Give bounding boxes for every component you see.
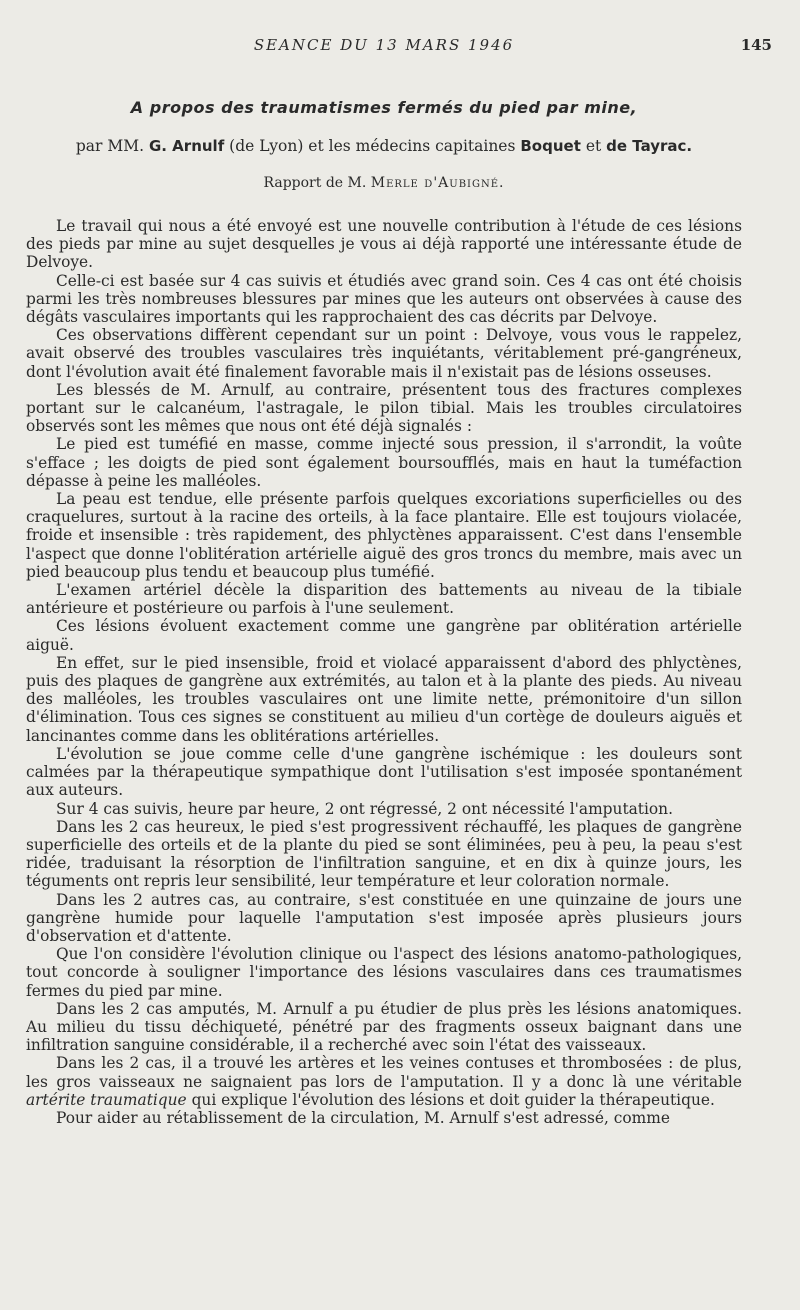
report-line	[26, 175, 742, 191]
paragraph: Les blessés de M. Arnulf, au contraire, présentent tous des fractures complexes portant sur le calcanéum, l'astragale, le pilon tibial. Mais les troubles circulatoires observés sont les mêmes que nous ont été déjà signalés :	[26, 380, 742, 436]
author-boquet: Boquet	[520, 137, 581, 155]
authors-origin: (de Lyon) et les médecins capitaines	[229, 137, 516, 155]
text-run: Dans les 2 cas, il a trouvé les artères et les veines contuses et thrombosées : de plus, les gros vaisseaux ne saignaient pas lors de l'amputation. Il y a donc là une véritable	[26, 1054, 742, 1091]
author-arnulf: G. Arnulf	[148, 137, 225, 155]
running-head: SEANCE DU 13 MARS 1946	[253, 36, 515, 54]
paragraph: Le travail qui nous a été envoyé est une nouvelle contribution à l'étude de ces lésions des pieds par mine au sujet desquelles je vous ai déjà rapporté une intéressante étude de Delvoye.	[26, 217, 742, 272]
paragraph: La peau est tendue, elle présente parfois quelques excoriations superficielles ou des craquelures, surtout à la racine des orteils, à la face plantaire. Elle est toujours violacée, froide et insensible : très rapidement, des phlyctènes apparaissent. C'est dans l'ensemble l'aspect que donne l'oblitération artérielle aiguë des gros troncs du membre, mais avec un pied beaucoup plus tendu et beaucoup plus tuméfié.	[26, 490, 742, 581]
page-number: 145	[740, 36, 772, 54]
reporter-name: Merle d'Aubigné.	[370, 175, 505, 191]
paragraph: L'examen artériel décèle la disparition des battements au niveau de la tibiale antérieure et postérieure ou parfois à l'une seulement.	[26, 581, 742, 618]
authors-prefix: par MM.	[75, 137, 145, 155]
authors-line	[26, 137, 742, 155]
article-title: A propos des traumatismes fermés du pied par mine,	[130, 98, 638, 117]
paragraph: Pour aider au rétablissement de la circulation, M. Arnulf s'est adressé, comme	[56, 1108, 670, 1127]
paragraph: Dans les 2 cas heureux, le pied s'est progressivent réchauffé, les plaques de gangrène superficielle des orteils et de la plante du pied se sont éliminées, peu à peu, la peau s'est ridée, traduisant la résorption de l'infiltration sanguine, et en dix à quinze jours, les téguments ont repris leur sensibilité, leur température et leur coloration normale.	[26, 817, 742, 891]
paragraph: Ces observations diffèrent cependant sur un point : Delvoye, vous vous le rappelez, avait observé des troubles vasculaires très inquiétants, véritablement pré-gangréneux, dont l'évolution avait été finalement favorable mais il n'existait pas de lésions osseuses.	[26, 326, 742, 381]
authors-and: et	[585, 137, 602, 155]
paragraph: Celle-ci est basée sur 4 cas suivis et étudiés avec grand soin. Ces 4 cas ont été choisis parmi les très nombreuses blessures par mines que les auteurs ont observées à cause des dégâts vasculaires importants qui les rapprochaient des cas décrits par Delvoye.	[26, 271, 742, 327]
paragraph: Dans les 2 autres cas, au contraire, s'est constituée en une quinzaine de jours une gangrène humide pour laquelle l'amputation s'est imposée après plusieurs jours d'observation et d'attente.	[26, 890, 742, 945]
paragraph: En effet, sur le pied insensible, froid et violacé apparaissent d'abord des phlyctènes, puis des plaques de gangrène aux extrémités, au talon et à la plante des pieds. Au niveau des malléoles, les troubles vasculaires ont une limite nette, prémonitoire d'un sillon d'élimination. Tous ces signes se constituent au milieu d'un cortège de douleurs aiguës et lancinantes comme dans les oblitérations artérielles.	[26, 653, 742, 745]
text-run: qui explique l'évolution des lésions et doit guider la thérapeutique.	[186, 1090, 715, 1109]
paragraph: L'évolution se joue comme celle d'une gangrène ischémique : les douleurs sont calmées par la thérapeutique sympathique dont l'utilisation s'est imposée spontanément aux auteurs.	[26, 744, 742, 800]
report-prefix: Rapport de M.	[263, 175, 367, 191]
paragraph: Le pied est tuméfié en masse, comme injecté sous pression, il s'arrondit, la voûte s'efface ; les doigts de pied sont également boursoufflés, mais en haut la tuméfaction dépasse à peine les malléoles.	[26, 435, 742, 490]
italic-term: artérite traumatique	[26, 1090, 187, 1109]
author-tayrac: de Tayrac.	[606, 137, 693, 155]
paragraph: Ces lésions évoluent exactement comme une gangrène par oblitération artérielle aiguë.	[26, 617, 742, 654]
article-body	[26, 217, 742, 1127]
paragraph: Dans les 2 cas amputés, M. Arnulf a pu étudier de plus près les lésions anatomiques. Au milieu du tissu déchiqueté, pénétré par des fragments osseux baignant dans une infiltration sanguine considérable, il a recherché avec soin l'état des vaisseaux.	[26, 999, 742, 1055]
page-header	[26, 36, 772, 60]
paragraph	[26, 1054, 742, 1109]
paragraph: Sur 4 cas suivis, heure par heure, 2 ont régressé, 2 ont nécessité l'amputation.	[56, 799, 673, 818]
paragraph: Que l'on considère l'évolution clinique ou l'aspect des lésions anatomo-pathologiques, tout concorde à souligner l'importance des lésions vasculaires dans ces traumatismes fermes du pied par mine.	[26, 945, 742, 1000]
